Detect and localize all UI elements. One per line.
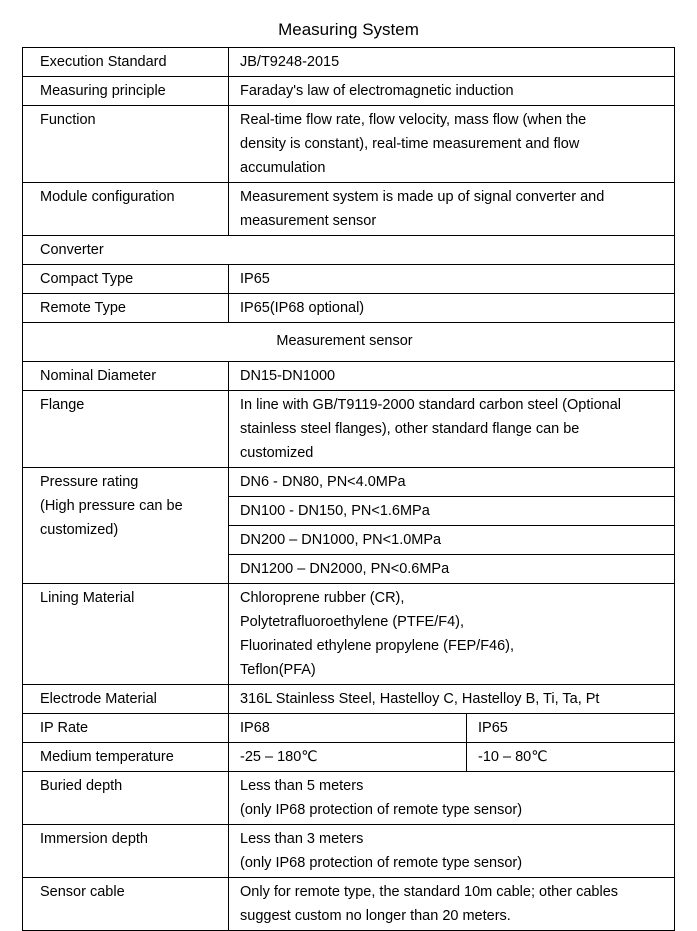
table-row <box>23 77 675 106</box>
value-line: Less than 3 meters <box>240 831 364 847</box>
value-line: (only IP68 protection of remote type sensor) <box>240 802 523 818</box>
value-line: (only IP68 protection of remote type sensor) <box>240 855 523 871</box>
value-line: Less than 5 meters <box>240 778 364 794</box>
value-line: Polytetrafluoroethylene (PTFE/F4), <box>240 614 465 630</box>
row-value: DN6 - DN80, PN<4.0MPa <box>229 468 675 497</box>
table-row <box>23 362 675 391</box>
row-value-b: IP65 <box>467 714 675 743</box>
row-label: Sensor cable <box>23 878 229 931</box>
value-line: Real-time flow rate, flow velocity, mass flow (when the <box>240 112 587 128</box>
row-value <box>229 106 675 183</box>
table-row <box>23 584 675 685</box>
row-label: Buried depth <box>23 772 229 825</box>
row-value <box>229 584 675 685</box>
value-line: customized <box>240 445 314 461</box>
row-value <box>229 878 675 931</box>
row-label: Execution Standard <box>23 48 229 77</box>
row-label: Lining Material <box>23 584 229 685</box>
row-label: Flange <box>23 391 229 468</box>
row-value: Faraday's law of electromagnetic induction <box>229 77 675 106</box>
row-value-b: -10 – 80℃ <box>467 743 675 772</box>
value-line: suggest custom no longer than 20 meters. <box>240 908 511 924</box>
row-label: Remote Type <box>23 294 229 323</box>
table-row <box>23 294 675 323</box>
value-line: density is constant), real-time measurement and flow <box>240 136 580 152</box>
value-line: stainless steel flanges), other standard flange can be <box>240 421 580 437</box>
table-row <box>23 323 675 362</box>
row-label: Nominal Diameter <box>23 362 229 391</box>
value-line: Measurement system is made up of signal converter and <box>240 189 605 205</box>
value-line: Fluorinated ethylene propylene (FEP/F46), <box>240 638 515 654</box>
row-value: DN200 – DN1000, PN<1.0MPa <box>229 526 675 555</box>
row-label: IP Rate <box>23 714 229 743</box>
row-value <box>229 772 675 825</box>
row-label: Immersion depth <box>23 825 229 878</box>
row-label: Electrode Material <box>23 685 229 714</box>
row-value: DN100 - DN150, PN<1.6MPa <box>229 497 675 526</box>
row-value: DN15-DN1000 <box>229 362 675 391</box>
value-line: Teflon(PFA) <box>240 662 316 678</box>
table-row <box>23 878 675 931</box>
page-title: Measuring System <box>278 20 419 39</box>
label-line: customized) <box>40 522 119 538</box>
table-row <box>23 183 675 236</box>
table-row <box>23 48 675 77</box>
row-value <box>229 825 675 878</box>
value-line: In line with GB/T9119-2000 standard carbon steel (Optional <box>240 397 621 413</box>
table-row <box>23 772 675 825</box>
table-row <box>23 685 675 714</box>
row-label: Function <box>23 106 229 183</box>
row-value: 316L Stainless Steel, Hastelloy C, Hastelloy B, Ti, Ta, Pt <box>229 685 675 714</box>
value-line: accumulation <box>240 160 326 176</box>
section-header-measurement-sensor: Measurement sensor <box>23 323 675 362</box>
table-row <box>23 743 675 772</box>
table-row <box>23 236 675 265</box>
table-row <box>23 825 675 878</box>
label-line: Pressure rating <box>40 474 139 490</box>
spec-table <box>22 47 675 931</box>
value-line: Only for remote type, the standard 10m cable; other cables <box>240 884 619 900</box>
value-line: Chloroprene rubber (CR), <box>240 590 405 606</box>
row-value: IP65(IP68 optional) <box>229 294 675 323</box>
row-value-a: IP68 <box>229 714 467 743</box>
value-line: measurement sensor <box>240 213 377 229</box>
row-value-a: -25 – 180℃ <box>229 743 467 772</box>
row-value: JB/T9248-2015 <box>229 48 675 77</box>
table-row <box>23 468 675 497</box>
row-value <box>229 391 675 468</box>
table-row <box>23 714 675 743</box>
table-row <box>23 391 675 468</box>
label-line: (High pressure can be <box>40 498 183 514</box>
row-label: Measuring principle <box>23 77 229 106</box>
table-row <box>23 106 675 183</box>
row-label: Medium temperature <box>23 743 229 772</box>
row-label: Compact Type <box>23 265 229 294</box>
row-value: IP65 <box>229 265 675 294</box>
row-value: DN1200 – DN2000, PN<0.6MPa <box>229 555 675 584</box>
row-label <box>23 468 229 584</box>
row-label: Module configuration <box>23 183 229 236</box>
table-row <box>23 265 675 294</box>
section-header-converter: Converter <box>23 236 675 265</box>
row-value <box>229 183 675 236</box>
